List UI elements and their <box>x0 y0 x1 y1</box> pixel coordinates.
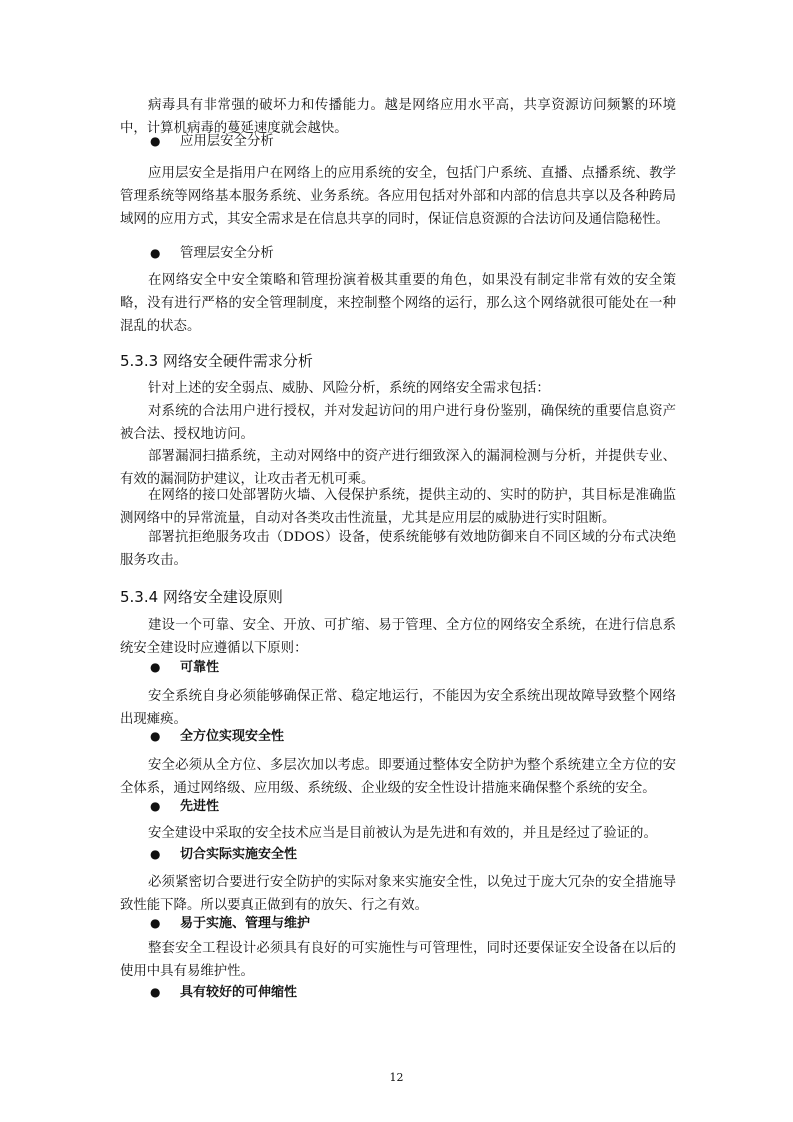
bullet-label: 易于实施、管理与维护 <box>180 916 311 931</box>
paragraph-reliability: 安全系统自身必须能够确保正常、稳定地运行，不能因为安全系统出现故障导致整个网络出现瘫痪。 <box>120 689 676 727</box>
bullet-dot-icon: ● <box>150 246 161 260</box>
paragraph-requirements-intro: 针对上述的安全弱点、威胁、风险分析，系统的网络安全需求包括： <box>148 381 550 396</box>
paragraph-ddos: 部署抗拒绝服务攻击（DDOS）设备，使系统能够有效地防御来自不同区域的分布式决绝服务攻击。 <box>120 530 676 568</box>
bullet-label: 应用层安全分析 <box>180 134 274 149</box>
bullet-dot-icon: ● <box>150 847 161 861</box>
bullet-label: 管理层安全分析 <box>180 246 274 261</box>
paragraph-advanced: 安全建设中采取的安全技术应当是目前被认为是先进和有效的，并且是经过了验证的。 <box>148 826 657 841</box>
paragraph-firewall: 在网络的接口处部署防火墙、入侵保护系统，提供主动的、实时的防护，其目标是准确监测网络中的异常流量，自动对各类攻击性流量，尤其是应用层的威胁进行实时阻断。 <box>120 488 676 526</box>
bullet-application-layer <box>150 130 670 154</box>
bullet-label: 先进性 <box>180 799 220 814</box>
paragraph-comprehensive-security: 安全必须从全方位、多层次加以考虑。即要通过整体安全防护为整个系统建立全方位的安全体系，通过网络级、应用级、系统级、企业级的安全性设计措施来确保整个系统的安全。 <box>120 758 676 796</box>
bullet-reliability <box>150 656 670 680</box>
bullet-management-layer <box>150 242 670 266</box>
bullet-dot-icon: ● <box>150 660 161 674</box>
bullet-advanced <box>150 795 670 819</box>
bullet-scalability <box>150 981 670 1005</box>
paragraph-authorization: 对系统的合法用户进行授权，并对发起访问的用户进行身份鉴别，确保统的重要信息资产被合法、授权地访问。 <box>120 404 676 442</box>
bullet-label: 具有较好的可伸缩性 <box>180 985 298 1000</box>
bullet-label: 切合实际实施安全性 <box>180 847 298 862</box>
paragraph-easy-maintenance: 整套安全工程设计必须具有良好的可实施性与可管理性，同时还要保证安全设备在以后的使用中具有易维护性。 <box>120 941 676 979</box>
section-heading-construction-principles: 5.3.4 网络安全建设原则 <box>120 588 283 606</box>
bullet-dot-icon: ● <box>150 729 161 743</box>
paragraph-virus: 病毒具有非常强的破坏力和传播能力。越是网络应用水平高，共享资源访问频繁的环境中，计算机病毒的蔓延速度就会越快。 <box>120 98 676 136</box>
paragraph-vulnerability-scan: 部署漏洞扫描系统，主动对网络中的资产进行细致深入的漏洞检测与分析，并提供专业、有效的漏洞防护建议，让攻击者无机可乘。 <box>120 449 676 487</box>
bullet-dot-icon: ● <box>150 799 161 813</box>
bullet-dot-icon: ● <box>150 985 161 999</box>
bullet-dot-icon: ● <box>150 916 161 930</box>
paragraph-practical-security: 必须紧密切合要进行安全防护的实际对象来实施安全性，以免过于庞大冗杂的安全措施导致性能下降。所以要真正做到有的放矢、行之有效。 <box>120 875 676 913</box>
bullet-label: 全方位实现安全性 <box>180 729 285 744</box>
bullet-dot-icon: ● <box>150 134 161 148</box>
page-number: 12 <box>389 1071 404 1084</box>
paragraph-application-layer: 应用层安全是指用户在网络上的应用系统的安全，包括门户系统、直播、点播系统、教学管理系统等网络基本服务系统、业务系统。各应用包括对外部和内部的信息共享以及各种跨局域网的应用方式，其安全需求是在信息共享的同时，保证信息资源的合法访问及通信隐秘性。 <box>120 166 676 227</box>
bullet-easy-maintenance <box>150 912 670 936</box>
bullet-label: 可靠性 <box>180 660 220 675</box>
bullet-practical-security <box>150 843 670 867</box>
paragraph-management-layer: 在网络安全中安全策略和管理扮演着极其重要的角色，如果没有制定非常有效的安全策略，没有进行严格的安全管理制度，来控制整个网络的运行，那么这个网络就很可能处在一种混乱的状态。 <box>120 273 676 334</box>
section-heading-hardware-requirements: 5.3.3 网络安全硬件需求分析 <box>120 352 313 370</box>
bullet-comprehensive-security <box>150 725 670 749</box>
paragraph-principles-intro: 建设一个可靠、安全、开放、可扩缩、易于管理、全方位的网络安全系统，在进行信息系统安全建设时应遵循以下原则： <box>120 618 676 656</box>
